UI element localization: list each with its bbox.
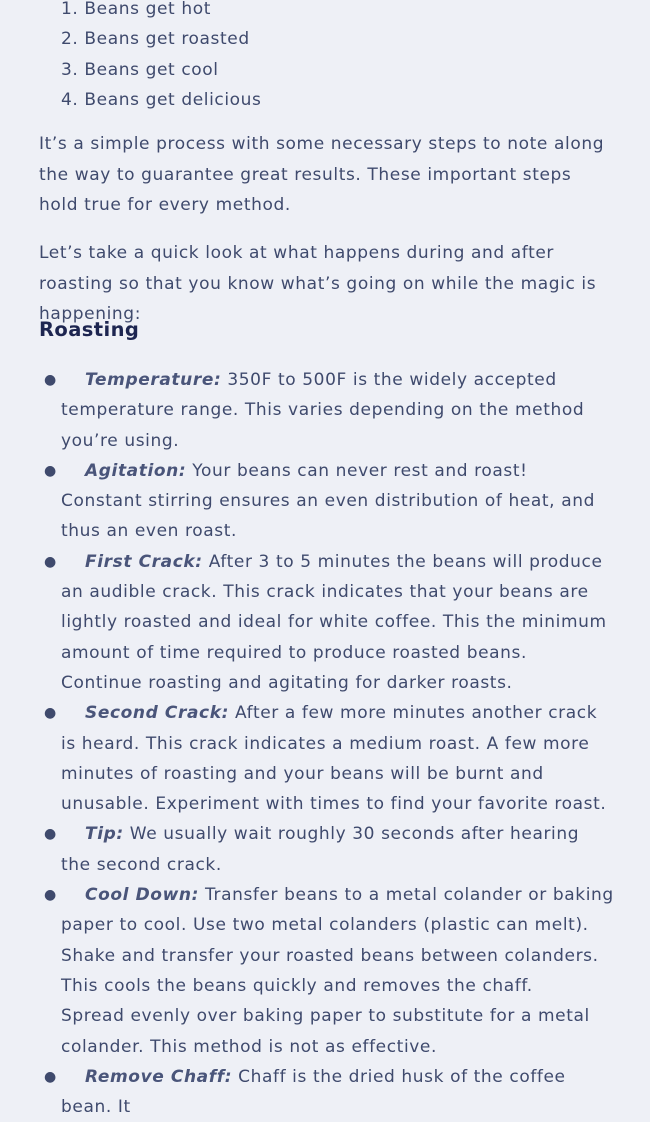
bullet-text: Chaff is the dried husk of the coffee bean. It: [61, 1066, 566, 1118]
bullet-icon: ●: [44, 1068, 57, 1085]
bullet-term: Second Crack:: [85, 703, 230, 724]
list-item: 1. Beans get hot: [61, 0, 211, 19]
bullet-text: After 3 to 5 minutes the beans will produce an audible crack. This crack indicates that your beans are lightly roasted and ideal for white coffee. This the minimum amount of time required to produce roasted beans. Continue roasting and agitating for darker roasts.: [61, 551, 607, 693]
list-item: 2. Beans get roasted: [61, 29, 250, 50]
bullet-icon: ●: [44, 372, 57, 388]
overview-paragraph: Let’s take a quick look at what happens during and after roasting so that you know what’s going on while the magic is happening:: [39, 243, 597, 324]
bullet-text: After a few more minutes another crack is heard. This crack indicates a medium roast. A few more minutes of roasting and your beans will be burnt and unusable. Experiment with times to find your favorite roast.: [61, 703, 607, 815]
bullet-icon: ●: [44, 462, 57, 479]
roasting-bullets: [44, 365, 614, 1122]
roasting-steps-list: [61, 0, 262, 115]
bullet-text: Your beans can never rest and roast! Constant stirring ensures an even distribution of heat, and thus an even roast.: [61, 460, 595, 542]
bullet-text: 350F to 500F is the widely accepted temperature range. This varies depending on the method you’re using.: [61, 370, 585, 451]
bullet-agitation: [44, 456, 614, 547]
bullet-term: Cool Down:: [85, 885, 199, 906]
bullet-text: We usually wait roughly 30 seconds after hearing the second crack.: [61, 824, 580, 875]
bullet-icon: ●: [44, 887, 57, 904]
list-item: 3. Beans get cool: [61, 59, 219, 80]
bullet-text: Transfer beans to a metal colander or baking paper to cool. Use two metal colanders (plastic can melt). Shake and transfer your roasted beans between colanders. This cools the beans quickly and removes the chaff.: [61, 885, 614, 996]
bullet-text-extra: Spread evenly over baking paper to substitute for a metal colander. This method is not as effective.: [61, 1006, 590, 1057]
bullet-first-crack: [44, 547, 614, 698]
bullet-term: Agitation:: [85, 460, 187, 481]
bullet-term: Tip:: [85, 824, 124, 845]
bullet-cool-down: [44, 880, 614, 1062]
section-heading: Roasting: [39, 318, 140, 341]
intro-paragraph: It’s a simple process with some necessary steps to note along the way to guarantee great results. These important steps hold true for every method.: [39, 134, 605, 215]
bullet-temperature: [44, 365, 614, 456]
bullet-icon: ●: [44, 553, 57, 570]
bullet-remove-chaff: [44, 1062, 614, 1122]
bullet-icon: ●: [44, 705, 57, 722]
bullet-icon: ●: [44, 826, 57, 843]
bullet-tip: [44, 819, 614, 880]
bullet-second-crack: [44, 698, 614, 819]
bullet-term: First Crack:: [85, 551, 203, 572]
list-item: 4. Beans get delicious: [61, 89, 262, 110]
bullet-term: Temperature:: [85, 370, 222, 390]
bullet-term: Remove Chaff:: [85, 1066, 233, 1087]
